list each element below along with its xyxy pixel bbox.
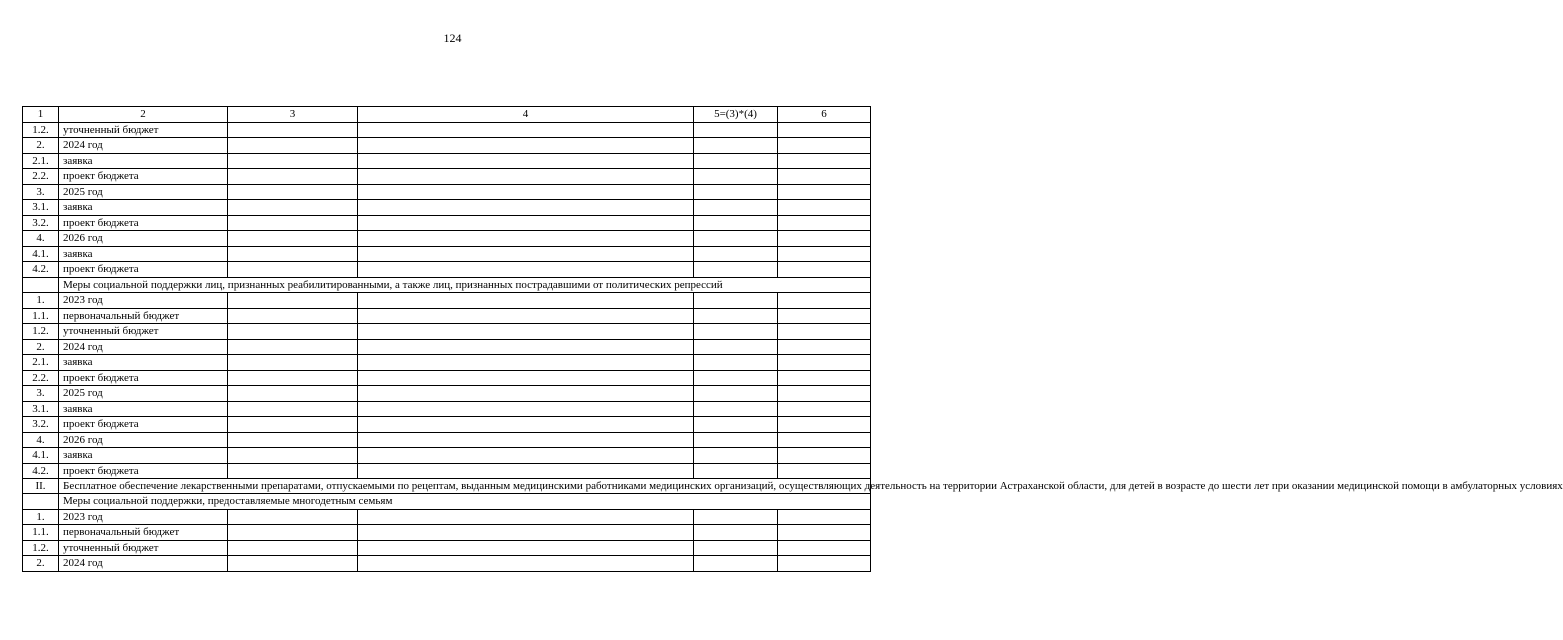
cell-col-5: [694, 246, 778, 262]
row-number: 1.2.: [23, 540, 59, 556]
cell-col-3: [228, 262, 358, 278]
cell-col-3: [228, 448, 358, 464]
row-label: 2026 год: [59, 231, 228, 247]
cell-col-6: [778, 386, 871, 402]
section-row: [23, 494, 871, 510]
cell-col-4: [358, 138, 694, 154]
cell-col-6: [778, 293, 871, 309]
row-number: 2.2.: [23, 370, 59, 386]
cell-col-4: [358, 308, 694, 324]
row-label: уточненный бюджет: [59, 122, 228, 138]
cell-col-6: [778, 432, 871, 448]
budget-table: [22, 106, 1563, 572]
row-label: 2025 год: [59, 386, 228, 402]
cell-col-4: [358, 184, 694, 200]
cell-col-3: [228, 417, 358, 433]
table-row: [23, 153, 871, 169]
row-number: 2.: [23, 556, 59, 572]
cell-col-3: [228, 463, 358, 479]
cell-col-5: [694, 540, 778, 556]
row-number: 2.2.: [23, 169, 59, 185]
cell-col-6: [778, 556, 871, 572]
row-number: 1.2.: [23, 324, 59, 340]
row-number: 3.1.: [23, 401, 59, 417]
cell-col-3: [228, 355, 358, 371]
cell-col-6: [778, 153, 871, 169]
row-label: уточненный бюджет: [59, 324, 228, 340]
cell-col-6: [778, 308, 871, 324]
row-number: II.: [23, 479, 59, 494]
table-row: [23, 184, 871, 200]
row-number: 3.2.: [23, 417, 59, 433]
table-row: [23, 509, 871, 525]
row-label: 2026 год: [59, 432, 228, 448]
table-row: [23, 339, 871, 355]
cell-col-6: [778, 540, 871, 556]
cell-col-6: [778, 463, 871, 479]
cell-col-4: [358, 525, 694, 541]
cell-col-6: [778, 169, 871, 185]
row-label: первоначальный бюджет: [59, 525, 228, 541]
cell-col-3: [228, 122, 358, 138]
cell-col-4: [358, 417, 694, 433]
cell-col-3: [228, 153, 358, 169]
cell-col-4: [358, 215, 694, 231]
cell-col-5: [694, 370, 778, 386]
cell-col-5: [694, 308, 778, 324]
table-row: [23, 417, 871, 433]
row-label: заявка: [59, 246, 228, 262]
cell-col-6: [778, 122, 871, 138]
row-label: заявка: [59, 401, 228, 417]
table-row: [23, 525, 871, 541]
cell-col-3: [228, 200, 358, 216]
row-label: первоначальный бюджет: [59, 308, 228, 324]
cell-col-4: [358, 231, 694, 247]
cell-col-3: [228, 401, 358, 417]
cell-col-3: [228, 324, 358, 340]
table-row: [23, 122, 871, 138]
cell-col-5: [694, 200, 778, 216]
cell-col-6: [778, 417, 871, 433]
cell-col-5: [694, 215, 778, 231]
row-label: проект бюджета: [59, 215, 228, 231]
row-number: 4.: [23, 432, 59, 448]
table-row: [23, 231, 871, 247]
cell-col-4: [358, 540, 694, 556]
cell-col-4: [358, 262, 694, 278]
cell-col-4: [358, 324, 694, 340]
cell-col-5: [694, 184, 778, 200]
table-row: [23, 386, 871, 402]
row-number: 2.: [23, 138, 59, 154]
table-row: [23, 246, 871, 262]
cell-col-3: [228, 169, 358, 185]
row-number: 3.2.: [23, 215, 59, 231]
row-label: проект бюджета: [59, 262, 228, 278]
cell-col-4: [358, 200, 694, 216]
cell-col-4: [358, 463, 694, 479]
section-row: [23, 479, 871, 494]
table-row: [23, 215, 871, 231]
cell-col-6: [778, 231, 871, 247]
header-col-6: 6: [778, 107, 871, 123]
cell-col-4: [358, 370, 694, 386]
row-number: 4.2.: [23, 463, 59, 479]
section-title: Меры социальной поддержки, предоставляемые многодетным семьям: [59, 494, 871, 510]
cell-col-5: [694, 509, 778, 525]
table-row: [23, 463, 871, 479]
row-number: 4.: [23, 231, 59, 247]
row-label: уточненный бюджет: [59, 540, 228, 556]
table-row: [23, 370, 871, 386]
row-number: 3.: [23, 184, 59, 200]
row-number: [23, 277, 59, 293]
cell-col-4: [358, 153, 694, 169]
cell-col-5: [694, 556, 778, 572]
table-row: [23, 556, 871, 572]
row-label: проект бюджета: [59, 463, 228, 479]
cell-col-6: [778, 184, 871, 200]
row-number: 1.: [23, 509, 59, 525]
cell-col-5: [694, 525, 778, 541]
header-col-3: 3: [228, 107, 358, 123]
cell-col-4: [358, 448, 694, 464]
cell-col-5: [694, 401, 778, 417]
header-col-4: 4: [358, 107, 694, 123]
table-row: [23, 169, 871, 185]
row-number: 4.1.: [23, 246, 59, 262]
table-body: [23, 107, 1563, 572]
section-row: [23, 277, 871, 293]
cell-col-3: [228, 525, 358, 541]
cell-col-5: [694, 417, 778, 433]
row-label: проект бюджета: [59, 370, 228, 386]
page-number: 124: [443, 31, 462, 45]
cell-col-6: [778, 401, 871, 417]
row-label: проект бюджета: [59, 417, 228, 433]
row-number: 1.1.: [23, 308, 59, 324]
cell-col-5: [694, 138, 778, 154]
cell-col-3: [228, 540, 358, 556]
row-label: 2023 год: [59, 509, 228, 525]
cell-col-5: [694, 355, 778, 371]
table-header-row: [23, 107, 871, 123]
table-row: [23, 540, 871, 556]
table-row: [23, 262, 871, 278]
table-row: [23, 308, 871, 324]
cell-col-5: [694, 153, 778, 169]
row-label: проект бюджета: [59, 169, 228, 185]
cell-col-5: [694, 463, 778, 479]
cell-col-5: [694, 293, 778, 309]
cell-col-3: [228, 556, 358, 572]
row-number: 2.: [23, 339, 59, 355]
cell-col-3: [228, 339, 358, 355]
row-label: 2024 год: [59, 556, 228, 572]
cell-col-6: [778, 370, 871, 386]
cell-col-3: [228, 509, 358, 525]
row-number: 1.: [23, 293, 59, 309]
cell-col-3: [228, 184, 358, 200]
cell-col-4: [358, 122, 694, 138]
table-row: [23, 448, 871, 464]
section-title: Бесплатное обеспечение лекарственными препаратами, отпускаемыми по рецептам, выданным медицинскими работниками медицинских организаций, осуществляющих деятельность на территории Астраханской области, для детей в возрасте до шести лет при оказании медицинской помощи в амбулаторных условиях: [59, 479, 871, 494]
header-col-2: 2: [59, 107, 228, 123]
table-row: [23, 355, 871, 371]
cell-col-4: [358, 246, 694, 262]
cell-col-5: [694, 386, 778, 402]
header-col-1: 1: [23, 107, 59, 123]
cell-col-3: [228, 231, 358, 247]
row-number: [23, 494, 59, 510]
cell-col-5: [694, 339, 778, 355]
row-label: заявка: [59, 200, 228, 216]
cell-col-6: [778, 525, 871, 541]
cell-col-6: [778, 339, 871, 355]
cell-col-4: [358, 293, 694, 309]
cell-col-6: [778, 138, 871, 154]
cell-col-6: [778, 509, 871, 525]
cell-col-5: [694, 122, 778, 138]
row-number: 1.2.: [23, 122, 59, 138]
cell-col-3: [228, 432, 358, 448]
row-number: 2.1.: [23, 355, 59, 371]
cell-col-3: [228, 138, 358, 154]
header-col-5: 5=(3)*(4): [694, 107, 778, 123]
cell-col-4: [358, 386, 694, 402]
cell-col-3: [228, 386, 358, 402]
cell-col-4: [358, 339, 694, 355]
table-row: [23, 324, 871, 340]
cell-col-4: [358, 432, 694, 448]
cell-col-5: [694, 262, 778, 278]
cell-col-3: [228, 293, 358, 309]
row-label: 2024 год: [59, 339, 228, 355]
cell-col-4: [358, 556, 694, 572]
cell-col-5: [694, 324, 778, 340]
cell-col-6: [778, 448, 871, 464]
row-label: заявка: [59, 153, 228, 169]
row-label: 2024 год: [59, 138, 228, 154]
cell-col-6: [778, 355, 871, 371]
table-row: [23, 138, 871, 154]
table-row: [23, 401, 871, 417]
cell-col-4: [358, 509, 694, 525]
cell-col-5: [694, 169, 778, 185]
cell-col-6: [778, 262, 871, 278]
row-number: 4.1.: [23, 448, 59, 464]
cell-col-3: [228, 370, 358, 386]
cell-col-3: [228, 246, 358, 262]
cell-col-6: [778, 246, 871, 262]
cell-col-5: [694, 448, 778, 464]
cell-col-4: [358, 169, 694, 185]
cell-col-4: [358, 355, 694, 371]
cell-col-5: [694, 231, 778, 247]
row-number: 1.1.: [23, 525, 59, 541]
row-number: 3.: [23, 386, 59, 402]
cell-col-4: [358, 401, 694, 417]
cell-col-6: [778, 200, 871, 216]
table-row: [23, 200, 871, 216]
table-row: [23, 432, 871, 448]
table-row: [23, 293, 871, 309]
row-number: 2.1.: [23, 153, 59, 169]
row-label: 2023 год: [59, 293, 228, 309]
row-label: заявка: [59, 355, 228, 371]
cell-col-5: [694, 432, 778, 448]
cell-col-3: [228, 215, 358, 231]
row-label: заявка: [59, 448, 228, 464]
cell-col-6: [778, 215, 871, 231]
row-number: 4.2.: [23, 262, 59, 278]
row-label: 2025 год: [59, 184, 228, 200]
section-title: Меры социальной поддержки лиц, признанных реабилитированными, а также лиц, признанных пострадавшими от политических репрессий: [59, 277, 871, 293]
row-number: 3.1.: [23, 200, 59, 216]
cell-col-6: [778, 324, 871, 340]
cell-col-3: [228, 308, 358, 324]
